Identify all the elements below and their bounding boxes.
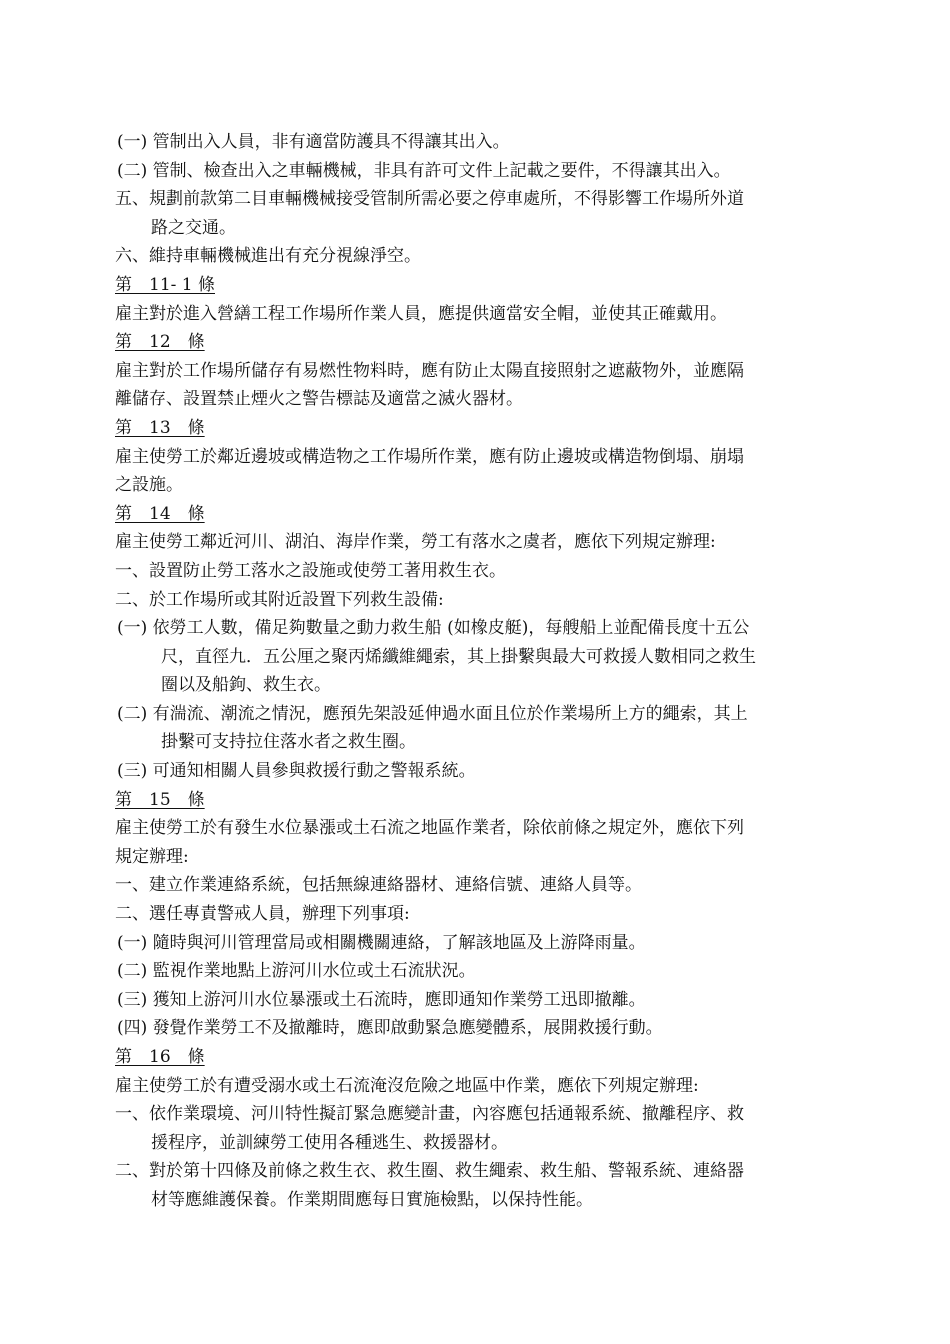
article-heading: 第 13 條 <box>115 417 205 438</box>
paragraph-line: 雇主對於進入營繕工程工作場所作業人員，應提供適當安全帽，並使其正確戴用。 <box>115 303 727 324</box>
sub-item: (二) 監視作業地點上游河川水位或土石流狀況。 <box>117 961 476 982</box>
list-item: 二、於工作場所或其附近設置下列救生設備: <box>115 589 444 610</box>
sub-item: (四) 發覺作業勞工不及撤離時，應即啟動緊急應變體系，展開救援行動。 <box>117 1018 663 1039</box>
sub-item-continuation: 尺，直徑九．五公厘之聚丙烯纖維繩索，其上掛繫與最大可救援人數相同之救生 <box>161 646 756 667</box>
list-item-continuation: 路之交通。 <box>151 217 236 238</box>
sub-item: (三) 獲知上游河川水位暴漲或土石流時，應即通知作業勞工迅即撤離。 <box>117 989 646 1010</box>
sub-item: (一) 隨時與河川管理當局或相關機關連絡，了解該地區及上游降雨量。 <box>117 932 646 953</box>
article-heading: 第 11- 1 條 <box>115 274 215 295</box>
paragraph-line: 雇主對於工作場所儲存有易燃性物料時，應有防止太陽直接照射之遮蔽物外，並應隔 <box>115 360 744 381</box>
list-item: 一、依作業環境、河川特性擬訂緊急應變計畫，內容應包括通報系統、撤離程序、救 <box>115 1104 744 1125</box>
sub-item: (一) 管制出入人員，非有適當防護具不得讓其出入。 <box>117 132 510 152</box>
article-heading: 第 12 條 <box>115 332 205 353</box>
list-item-continuation: 材等應維護保養。作業期間應每日實施檢點，以保持性能。 <box>151 1189 593 1210</box>
list-item: 五、規劃前款第二目車輛機械接受管制所需必要之停車處所，不得影響工作場所外道 <box>115 189 744 210</box>
sub-item: (二) 有湍流、潮流之情況，應預先架設延伸過水面且位於作業場所上方的繩索，其上 <box>117 703 748 724</box>
paragraph-line: 之設施。 <box>115 475 183 496</box>
article-heading: 第 14 條 <box>115 503 205 524</box>
sub-item-continuation: 圈以及船鉤、救生衣。 <box>161 675 331 696</box>
list-item: 一、設置防止勞工落水之設施或使勞工著用救生衣。 <box>115 560 506 581</box>
paragraph-line: 規定辦理: <box>115 846 189 867</box>
list-item-continuation: 援程序，並訓練勞工使用各種逃生、救援器材。 <box>151 1132 508 1153</box>
sub-item-continuation: 掛繫可支持拉住落水者之救生圈。 <box>161 732 416 753</box>
paragraph-line: 雇主使勞工鄰近河川、湖泊、海岸作業，勞工有落水之虞者，應依下列規定辦理: <box>115 532 716 553</box>
list-item: 六、維持車輛機械進出有充分視線淨空。 <box>115 246 421 267</box>
list-item: 一、建立作業連絡系統，包括無線連絡器材、連絡信號、連絡人員等。 <box>115 875 642 896</box>
paragraph-line: 雇主使勞工於有遭受溺水或土石流淹沒危險之地區中作業，應依下列規定辦理: <box>115 1075 699 1096</box>
sub-item: (二) 管制、檢查出入之車輛機械，非具有許可文件上記載之要件，不得讓其出入。 <box>117 160 731 181</box>
paragraph-line: 離儲存、設置禁止煙火之警告標誌及適當之滅火器材。 <box>115 389 523 410</box>
paragraph-line: 雇主使勞工於鄰近邊坡或構造物之工作場所作業，應有防止邊坡或構造物倒塌、崩塌 <box>115 446 744 467</box>
sub-item: (一) 依勞工人數，備足夠數量之動力救生船 (如橡皮艇)，每艘船上並配備長度十五公 <box>117 618 750 639</box>
sub-item: (三) 可通知相關人員參與救援行動之警報系統。 <box>117 761 476 782</box>
article-heading: 第 16 條 <box>115 1047 205 1067</box>
paragraph-line: 雇主使勞工於有發生水位暴漲或土石流之地區作業者，除依前條之規定外，應依下列 <box>115 818 744 839</box>
list-item: 二、對於第十四條及前條之救生衣、救生圈、救生繩索、救生船、警報系統、連絡器 <box>115 1161 744 1182</box>
list-item: 二、選任專責警戒人員，辦理下列事項: <box>115 904 410 925</box>
document-body <box>115 128 835 1215</box>
article-heading: 第 15 條 <box>115 789 205 810</box>
